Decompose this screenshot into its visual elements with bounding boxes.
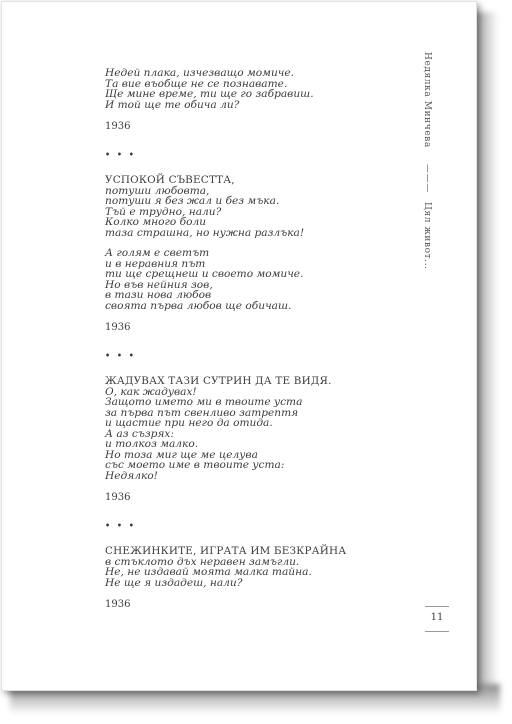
poem-line: Не ще я издадеш, нали? — [105, 576, 243, 589]
poem-line: в тази нова любов — [105, 289, 212, 301]
poem-line: Но във нейния зов, — [105, 278, 213, 291]
poem-3 — [105, 376, 405, 504]
poem-line: и щастие при него да отида. — [105, 417, 273, 429]
poem-year: 1936 — [105, 599, 131, 610]
poem-year: 1936 — [105, 322, 131, 333]
poem-line: А голям е светът — [105, 247, 210, 259]
poem-title: ЖАДУВАХ ТАЗИ СУТРИН ДА ТЕ ВИДЯ. — [105, 375, 332, 387]
poem-line: Недей плака, изчезващо момиче. — [105, 67, 295, 79]
poem-line: А аз съзрях: — [105, 427, 174, 440]
poem-line: О, как жадувах! — [105, 385, 197, 398]
poem-line: Ще мине време, ти ще го забравиш. — [105, 88, 314, 100]
poem-line: и в неравния път — [105, 257, 206, 270]
poem-line: таза страшна, но нужна разлъка! — [105, 226, 305, 239]
running-head-book-title: Цял живот... — [422, 202, 432, 270]
running-head-author: Недялка Минчева — [422, 52, 432, 148]
running-head-separator: ——— — [422, 164, 432, 193]
poem-line: Та вие въобще не се познавате. — [105, 77, 288, 90]
poem-line: Недялко! — [105, 469, 158, 482]
book-page — [1, 1, 477, 691]
poem-line: Колко много боли — [105, 216, 207, 228]
poem-line: Но тоза миг ще ме целува — [105, 448, 258, 461]
poem-line: Защото името ми в твоите уста — [105, 396, 303, 408]
poem-4 — [105, 546, 405, 611]
poem-title: УСПОКОЙ СЪВЕСТТА, — [105, 174, 235, 186]
poem-line: за първа път свенливо затрептя — [105, 406, 299, 419]
poem-line: Тъй е трудно, нали? — [105, 205, 222, 218]
poem-line: и толкоз малко. — [105, 438, 199, 450]
section-separator: • • • — [105, 519, 136, 530]
section-separator: • • • — [105, 349, 136, 360]
poem-title: СНЕЖИНКИТЕ, ИГРАТА ИМ БЕЗКРАЙНА — [105, 545, 347, 557]
poem-line: ти ще срещнеш и своето момиче. — [105, 268, 304, 280]
poem-1 — [105, 68, 405, 133]
poem-line: потуши я без жал и без мъка. — [105, 195, 280, 207]
poem-line: потуши любовта, — [105, 184, 210, 197]
poem-line: своята първа любов ще обичаш. — [105, 299, 292, 312]
section-separator: • • • — [105, 148, 136, 159]
poem-year: 1936 — [105, 121, 131, 132]
poem-line: И той ще те обича ли? — [105, 98, 240, 111]
poem-year: 1936 — [105, 492, 131, 503]
poem-line: в стъклото дъх неравен замъгли. — [105, 555, 300, 568]
poem-line: със моето име в твоите уста: — [105, 459, 285, 471]
poem-2 — [105, 175, 405, 334]
page-number: 11 — [425, 606, 449, 632]
page-body — [105, 68, 405, 611]
poem-line: Не, не издавай моята малка тайна. — [105, 566, 312, 578]
